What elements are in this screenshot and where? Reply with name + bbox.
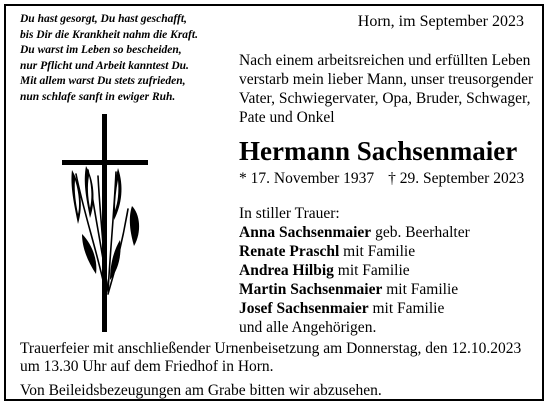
life-dates <box>239 170 524 188</box>
mourner-suffix: mit Familie <box>343 243 416 260</box>
intro-line: Pate und Onkel <box>239 109 335 126</box>
mourner-suffix: mit Familie <box>386 281 459 298</box>
poem <box>20 12 198 105</box>
poem-line: nun schlafe sanft in ewiger Ruh. <box>20 90 176 103</box>
mourner-line <box>239 280 470 299</box>
intro-line: Vater, Schwiegervater, Opa, Bruder, Schwager, <box>239 90 531 107</box>
mourner-line <box>239 223 470 242</box>
poem-line: Du hast gesorgt, Du hast geschafft, <box>20 13 187 25</box>
mourner-name: Anna Sachsenmaier <box>239 224 372 241</box>
mourner-suffix: mit Familie <box>337 262 410 279</box>
mourner-suffix: geb. Beerhalter <box>375 224 470 241</box>
mourner-name: Martin Sachsenmaier <box>239 281 383 298</box>
poem-line: nur Pflicht und Arbeit kanntest Du. <box>20 59 189 72</box>
deceased-name: Hermann Sachsenmaier <box>239 136 518 166</box>
poem-line: bis Dir die Krankheit nahm die Kraft. <box>20 28 198 41</box>
mourner-line <box>239 261 470 280</box>
mourners-closing: und alle Angehörigen. <box>239 319 377 336</box>
poem-line: Mit allem warst Du stets zufrieden, <box>20 75 186 87</box>
place-date: Horn, im September 2023 <box>357 13 524 30</box>
obituary-notice <box>4 4 544 401</box>
death-date: † 29. September 2023 <box>388 170 525 187</box>
mourners-block <box>239 204 470 337</box>
intro-line: verstarb mein lieber Mann, unser treusorgender <box>239 71 534 88</box>
mourner-line <box>239 299 470 318</box>
mourner-name: Renate Praschl <box>239 243 340 260</box>
intro-line: Nach einem arbeitsreichen und erfüllten Leben <box>239 52 531 69</box>
funeral-line: um 13.30 Uhr auf dem Friedhof in Horn. <box>20 358 274 375</box>
cross-with-wheat-icon <box>58 114 158 341</box>
condolence-note: Von Beileidsbezeugungen am Grabe bitten wir abzusehen. <box>20 382 382 399</box>
funeral-line: Trauerfeier mit anschließender Urnenbeisetzung am Donnerstag, den 12.10.2023 <box>20 340 522 357</box>
birth-date: * 17. November 1937 <box>239 170 375 187</box>
funeral-info <box>20 340 521 376</box>
mourner-line <box>239 242 470 261</box>
mourner-name: Andrea Hilbig <box>239 262 334 279</box>
intro-text <box>239 51 539 127</box>
mourner-name: Josef Sachsenmaier <box>239 300 369 317</box>
poem-line: Du warst im Leben so bescheiden, <box>20 44 182 56</box>
mourner-suffix: mit Familie <box>372 300 445 317</box>
mourning-intro: In stiller Trauer: <box>239 205 340 222</box>
